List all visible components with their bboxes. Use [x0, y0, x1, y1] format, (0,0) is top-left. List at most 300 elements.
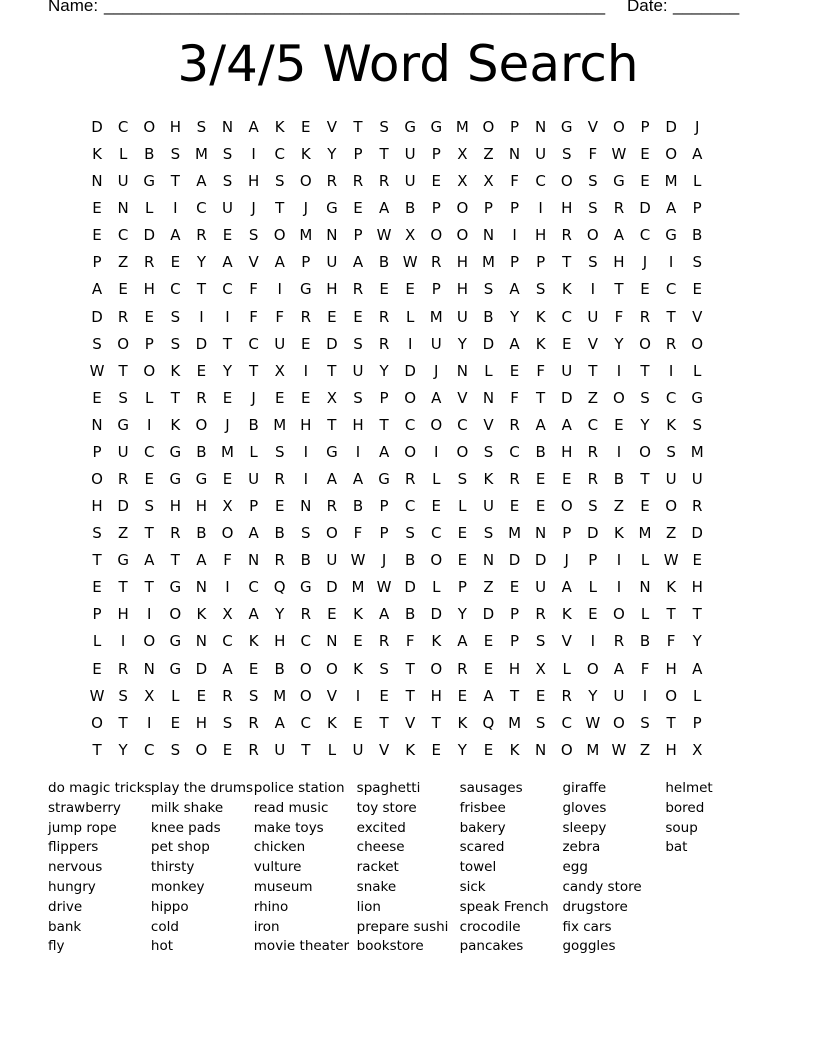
grid-cell[interactable]: K — [483, 470, 494, 489]
grid-cell[interactable]: A — [144, 551, 155, 570]
grid-cell[interactable]: I — [147, 415, 152, 434]
grid-cell[interactable]: R — [691, 497, 703, 516]
grid-cell[interactable]: N — [456, 361, 468, 380]
grid-cell[interactable]: J — [303, 199, 309, 218]
grid-cell[interactable]: C — [509, 442, 520, 461]
grid-cell[interactable]: X — [692, 740, 703, 759]
grid-cell[interactable]: D — [534, 551, 547, 570]
grid-cell[interactable]: B — [613, 470, 625, 489]
grid-cell[interactable]: F — [353, 524, 363, 543]
grid-cell[interactable]: K — [457, 713, 468, 732]
grid-cell[interactable]: U — [691, 470, 703, 489]
grid-cell[interactable]: O — [665, 145, 678, 164]
grid-cell[interactable]: M — [273, 415, 287, 434]
grid-cell[interactable]: I — [616, 551, 622, 570]
grid-cell[interactable]: J — [225, 415, 230, 434]
grid-cell[interactable]: P — [431, 145, 441, 164]
grid-cell[interactable]: Y — [118, 740, 128, 759]
grid-cell[interactable]: D — [587, 524, 599, 543]
grid-cell[interactable]: P — [536, 253, 546, 272]
grid-cell[interactable]: G — [691, 388, 704, 407]
grid-cell[interactable]: E — [353, 632, 363, 651]
grid-cell[interactable]: C — [117, 226, 129, 245]
grid-cell[interactable]: R — [248, 740, 259, 759]
grid-cell[interactable]: L — [145, 388, 154, 407]
grid-cell[interactable]: K — [353, 605, 363, 624]
grid-cell[interactable]: E — [327, 307, 337, 326]
grid-cell[interactable]: E — [222, 388, 233, 407]
grid-cell[interactable]: N — [482, 551, 495, 570]
grid-cell[interactable]: G — [326, 442, 338, 461]
grid-cell[interactable]: E — [170, 253, 181, 272]
grid-cell[interactable]: H — [691, 578, 703, 597]
grid-cell[interactable]: T — [614, 280, 624, 299]
grid-cell[interactable]: H — [169, 118, 181, 136]
grid-cell[interactable]: J — [381, 551, 387, 570]
grid-cell[interactable]: Q — [482, 713, 495, 732]
grid-cell[interactable]: G — [143, 172, 156, 191]
grid-cell[interactable]: R — [587, 470, 599, 489]
grid-cell[interactable]: I — [303, 470, 309, 489]
grid-cell[interactable]: I — [225, 307, 230, 326]
grid-cell[interactable]: A — [170, 226, 181, 245]
grid-cell[interactable]: C — [196, 199, 207, 218]
grid-cell[interactable]: R — [352, 172, 364, 191]
grid-cell[interactable]: D — [195, 334, 208, 353]
grid-cell[interactable]: E — [379, 686, 389, 705]
grid-cell[interactable]: A — [274, 713, 285, 732]
grid-cell[interactable]: Z — [613, 497, 625, 516]
grid-cell[interactable]: I — [303, 361, 309, 380]
grid-cell[interactable]: B — [378, 253, 390, 272]
grid-cell[interactable]: T — [666, 713, 676, 732]
grid-cell[interactable]: A — [378, 442, 390, 461]
grid-cell[interactable]: T — [92, 740, 102, 759]
grid-cell[interactable]: P — [431, 280, 441, 299]
grid-cell[interactable]: S — [222, 145, 233, 164]
grid-cell[interactable]: I — [355, 442, 361, 461]
grid-cell[interactable]: H — [561, 199, 573, 218]
grid-cell[interactable]: R — [326, 172, 338, 191]
grid-cell[interactable]: A — [457, 632, 468, 651]
grid-cell[interactable]: N — [117, 199, 129, 218]
grid-cell[interactable]: U — [482, 497, 494, 516]
grid-cell[interactable]: I — [173, 199, 178, 218]
grid-cell[interactable]: T — [666, 605, 676, 624]
grid-cell[interactable]: M — [455, 118, 469, 136]
grid-cell[interactable]: G — [665, 226, 677, 245]
grid-cell[interactable]: T — [666, 307, 676, 326]
grid-cell[interactable]: S — [118, 388, 128, 407]
grid-cell[interactable]: R — [613, 632, 625, 651]
grid-cell[interactable]: D — [691, 524, 703, 543]
grid-cell[interactable]: S — [640, 388, 650, 407]
grid-cell[interactable]: G — [169, 578, 182, 597]
grid-cell[interactable]: S — [222, 713, 233, 732]
grid-cell[interactable]: O — [665, 497, 678, 516]
grid-cell[interactable]: B — [639, 632, 651, 651]
grid-cell[interactable]: B — [274, 659, 285, 678]
grid-cell[interactable]: E — [92, 659, 102, 678]
grid-cell[interactable]: S — [301, 524, 311, 543]
grid-cell[interactable]: O — [143, 118, 156, 136]
grid-cell[interactable]: L — [693, 686, 702, 705]
grid-cell[interactable]: E — [144, 307, 154, 326]
grid-cell[interactable]: B — [692, 226, 703, 245]
grid-cell[interactable]: F — [510, 172, 519, 191]
grid-cell[interactable]: E — [535, 497, 546, 516]
grid-cell[interactable]: A — [692, 659, 703, 678]
grid-cell[interactable]: O — [560, 740, 573, 759]
grid-cell[interactable]: K — [326, 713, 337, 732]
grid-cell[interactable]: L — [562, 659, 571, 678]
grid-cell[interactable]: D — [91, 307, 103, 326]
grid-cell[interactable]: H — [143, 280, 155, 299]
grid-cell[interactable]: T — [588, 361, 598, 380]
grid-cell[interactable]: P — [301, 253, 311, 272]
grid-cell[interactable]: P — [379, 388, 389, 407]
grid-cell[interactable]: G — [560, 118, 573, 136]
grid-cell[interactable]: B — [300, 551, 311, 570]
grid-cell[interactable]: E — [640, 172, 650, 191]
grid-cell[interactable]: G — [169, 659, 182, 678]
grid-cell[interactable]: N — [639, 578, 651, 597]
grid-cell[interactable]: I — [147, 605, 152, 624]
grid-cell[interactable]: E — [118, 280, 128, 299]
grid-cell[interactable]: A — [561, 578, 572, 597]
grid-cell[interactable]: D — [143, 226, 156, 245]
grid-cell[interactable]: O — [613, 713, 625, 732]
grid-cell[interactable]: W — [89, 361, 105, 380]
grid-cell[interactable]: R — [378, 334, 390, 353]
grid-cell[interactable]: B — [144, 145, 155, 164]
grid-cell[interactable]: M — [429, 307, 443, 326]
grid-cell[interactable]: S — [222, 172, 233, 191]
grid-cell[interactable]: Z — [118, 524, 129, 543]
grid-cell[interactable]: I — [303, 442, 309, 461]
grid-cell[interactable]: D — [404, 578, 416, 597]
grid-cell[interactable]: K — [561, 280, 572, 299]
grid-cell[interactable]: S — [379, 118, 389, 136]
grid-cell[interactable]: Z — [483, 145, 494, 164]
grid-cell[interactable]: C — [665, 280, 677, 299]
grid-cell[interactable]: G — [299, 280, 312, 299]
grid-cell[interactable]: E — [196, 686, 207, 705]
grid-cell[interactable]: O — [195, 415, 208, 434]
grid-cell[interactable]: T — [379, 713, 389, 732]
grid-cell[interactable]: V — [405, 713, 416, 732]
grid-cell[interactable]: R — [561, 226, 572, 245]
grid-cell[interactable]: E — [640, 145, 650, 164]
grid-cell[interactable]: X — [326, 388, 338, 407]
grid-cell[interactable]: X — [222, 497, 233, 516]
grid-cell[interactable]: E — [457, 551, 468, 570]
grid-cell[interactable]: J — [564, 551, 569, 570]
grid-cell[interactable]: Y — [196, 253, 206, 272]
grid-cell[interactable]: L — [327, 740, 337, 759]
grid-cell[interactable]: W — [89, 686, 105, 705]
grid-cell[interactable]: G — [195, 470, 208, 489]
grid-cell[interactable]: U — [117, 172, 129, 191]
grid-cell[interactable]: E — [92, 199, 102, 218]
grid-cell[interactable]: O — [430, 415, 443, 434]
grid-cell[interactable]: Y — [457, 740, 467, 759]
grid-cell[interactable]: N — [482, 226, 495, 245]
grid-cell[interactable]: L — [92, 632, 102, 651]
grid-cell[interactable]: C — [300, 632, 312, 651]
grid-cell[interactable]: L — [432, 470, 441, 489]
grid-cell[interactable]: K — [509, 740, 520, 759]
grid-cell[interactable]: E — [535, 470, 546, 489]
grid-cell[interactable]: E — [483, 740, 494, 759]
grid-cell[interactable]: E — [640, 280, 650, 299]
grid-cell[interactable]: L — [484, 361, 493, 380]
grid-cell[interactable]: K — [170, 415, 181, 434]
grid-cell[interactable]: W — [585, 713, 601, 732]
grid-cell[interactable]: C — [248, 334, 259, 353]
grid-cell[interactable]: M — [481, 253, 495, 272]
grid-cell[interactable]: C — [222, 280, 233, 299]
grid-cell[interactable]: P — [353, 226, 363, 245]
grid-cell[interactable]: F — [536, 361, 545, 380]
grid-cell[interactable]: E — [379, 280, 389, 299]
grid-cell[interactable]: A — [613, 226, 625, 245]
grid-cell[interactable]: S — [170, 145, 181, 164]
grid-cell[interactable]: A — [352, 470, 364, 489]
grid-cell[interactable]: P — [379, 497, 389, 516]
grid-cell[interactable]: H — [508, 659, 521, 678]
grid-cell[interactable]: T — [536, 388, 546, 407]
grid-cell[interactable]: A — [613, 659, 625, 678]
grid-cell[interactable]: O — [91, 713, 103, 732]
grid-cell[interactable]: B — [483, 307, 494, 326]
grid-cell[interactable]: C — [143, 442, 155, 461]
grid-cell[interactable]: D — [508, 551, 521, 570]
grid-cell[interactable]: K — [535, 334, 546, 353]
grid-cell[interactable]: D — [91, 118, 103, 136]
grid-cell[interactable]: S — [535, 632, 546, 651]
grid-cell[interactable]: O — [482, 118, 495, 136]
grid-cell[interactable]: O — [613, 605, 625, 624]
grid-cell[interactable]: Y — [640, 415, 650, 434]
grid-cell[interactable]: O — [430, 659, 443, 678]
grid-cell[interactable]: A — [222, 659, 233, 678]
grid-cell[interactable]: H — [352, 415, 364, 434]
grid-cell[interactable]: N — [535, 524, 547, 543]
grid-cell[interactable]: I — [225, 578, 230, 597]
grid-cell[interactable]: U — [352, 361, 364, 380]
grid-cell[interactable]: E — [274, 497, 285, 516]
grid-cell[interactable]: H — [535, 226, 547, 245]
grid-cell[interactable]: U — [665, 470, 677, 489]
grid-cell[interactable]: R — [300, 307, 312, 326]
grid-cell[interactable]: T — [509, 686, 520, 705]
grid-cell[interactable]: A — [431, 388, 442, 407]
grid-cell[interactable]: B — [405, 551, 416, 570]
grid-cell[interactable]: S — [274, 442, 285, 461]
grid-cell[interactable]: E — [92, 226, 102, 245]
grid-cell[interactable]: Z — [639, 740, 651, 759]
grid-cell[interactable]: S — [588, 199, 598, 218]
grid-cell[interactable]: M — [664, 172, 678, 191]
grid-cell[interactable]: V — [692, 307, 703, 326]
grid-cell[interactable]: W — [376, 226, 392, 245]
grid-cell[interactable]: V — [378, 740, 390, 759]
grid-cell[interactable]: R — [326, 497, 338, 516]
grid-cell[interactable]: N — [143, 659, 155, 678]
grid-cell[interactable]: T — [379, 415, 389, 434]
grid-cell[interactable]: P — [249, 497, 259, 516]
grid-cell[interactable]: Q — [273, 578, 286, 597]
grid-cell[interactable]: E — [431, 172, 441, 191]
grid-cell[interactable]: O — [169, 605, 182, 624]
grid-cell[interactable]: O — [299, 172, 312, 191]
grid-cell[interactable]: H — [274, 632, 286, 651]
grid-cell[interactable]: T — [327, 415, 337, 434]
grid-cell[interactable]: T — [405, 686, 415, 705]
grid-cell[interactable]: N — [221, 118, 234, 136]
grid-cell[interactable]: C — [222, 632, 233, 651]
grid-cell[interactable]: I — [512, 226, 517, 245]
grid-cell[interactable]: F — [223, 551, 232, 570]
grid-cell[interactable]: O — [639, 334, 651, 353]
grid-cell[interactable]: J — [434, 361, 439, 380]
grid-cell[interactable]: B — [405, 199, 416, 218]
grid-cell[interactable]: E — [431, 740, 441, 759]
grid-cell[interactable]: K — [666, 578, 677, 597]
grid-cell[interactable]: K — [248, 632, 259, 651]
grid-cell[interactable]: C — [300, 713, 312, 732]
grid-cell[interactable]: D — [430, 605, 443, 624]
grid-cell[interactable]: R — [509, 470, 520, 489]
grid-cell[interactable]: L — [432, 578, 441, 597]
grid-cell[interactable]: R — [117, 470, 129, 489]
grid-cell[interactable]: O — [665, 686, 678, 705]
grid-cell[interactable]: N — [91, 172, 103, 191]
grid-cell[interactable]: L — [640, 551, 650, 570]
grid-cell[interactable]: V — [483, 415, 494, 434]
grid-cell[interactable]: R — [509, 415, 520, 434]
grid-cell[interactable]: R — [535, 605, 546, 624]
grid-cell[interactable]: E — [301, 118, 311, 136]
grid-cell[interactable]: U — [561, 361, 573, 380]
grid-cell[interactable]: I — [251, 145, 256, 164]
grid-cell[interactable]: W — [402, 253, 418, 272]
grid-cell[interactable]: P — [640, 118, 650, 136]
grid-cell[interactable]: U — [535, 145, 547, 164]
grid-cell[interactable]: E — [561, 470, 572, 489]
grid-cell[interactable]: D — [560, 388, 573, 407]
grid-cell[interactable]: F — [666, 632, 676, 651]
grid-cell[interactable]: R — [639, 307, 651, 326]
grid-cell[interactable]: K — [561, 605, 572, 624]
grid-cell[interactable]: I — [642, 686, 648, 705]
grid-cell[interactable]: A — [222, 253, 233, 272]
grid-cell[interactable]: O — [117, 334, 130, 353]
grid-cell[interactable]: D — [665, 118, 677, 136]
grid-cell[interactable]: Z — [483, 578, 494, 597]
grid-cell[interactable]: N — [195, 578, 208, 597]
grid-cell[interactable]: P — [692, 713, 702, 732]
grid-cell[interactable]: O — [299, 686, 312, 705]
grid-cell[interactable]: N — [326, 632, 338, 651]
grid-cell[interactable]: B — [274, 524, 285, 543]
grid-cell[interactable]: Y — [509, 307, 520, 326]
grid-cell[interactable]: D — [326, 334, 338, 353]
grid-cell[interactable]: I — [407, 334, 413, 353]
grid-cell[interactable]: S — [588, 253, 598, 272]
grid-cell[interactable]: P — [144, 334, 154, 353]
grid-cell[interactable]: D — [195, 659, 208, 678]
grid-cell[interactable]: E — [457, 524, 468, 543]
grid-cell[interactable]: L — [693, 172, 702, 191]
grid-cell[interactable]: O — [143, 361, 156, 380]
grid-cell[interactable]: P — [379, 524, 389, 543]
grid-cell[interactable]: X — [274, 361, 285, 380]
grid-cell[interactable]: U — [117, 442, 129, 461]
grid-cell[interactable]: S — [92, 524, 102, 543]
grid-cell[interactable]: X — [483, 172, 494, 191]
grid-cell[interactable]: V — [326, 118, 338, 136]
grid-cell[interactable]: E — [483, 659, 494, 678]
grid-cell[interactable]: E — [92, 578, 102, 597]
grid-cell[interactable]: S — [353, 334, 363, 353]
grid-cell[interactable]: N — [300, 497, 312, 516]
grid-cell[interactable]: W — [611, 740, 627, 759]
grid-cell[interactable]: P — [92, 605, 102, 624]
grid-cell[interactable]: A — [274, 253, 285, 272]
grid-cell[interactable]: C — [665, 388, 677, 407]
grid-cell[interactable]: G — [117, 551, 129, 570]
grid-cell[interactable]: U — [404, 145, 416, 164]
grid-cell[interactable]: C — [274, 145, 285, 164]
grid-cell[interactable]: A — [248, 118, 259, 136]
grid-cell[interactable]: W — [663, 551, 679, 570]
grid-cell[interactable]: P — [510, 605, 520, 624]
grid-cell[interactable]: Z — [665, 524, 677, 543]
grid-cell[interactable]: E — [274, 388, 285, 407]
grid-cell[interactable]: G — [169, 442, 182, 461]
grid-cell[interactable]: U — [274, 334, 286, 353]
grid-cell[interactable]: R — [404, 470, 416, 489]
grid-cell[interactable]: T — [353, 118, 363, 136]
grid-cell[interactable]: S — [274, 172, 285, 191]
grid-cell[interactable]: L — [640, 605, 650, 624]
grid-cell[interactable]: T — [301, 740, 311, 759]
grid-cell[interactable]: H — [430, 686, 442, 705]
grid-cell[interactable]: X — [457, 172, 468, 191]
grid-cell[interactable]: U — [456, 307, 468, 326]
grid-cell[interactable]: X — [222, 605, 233, 624]
grid-cell[interactable]: H — [195, 713, 208, 732]
grid-cell[interactable]: S — [457, 470, 468, 489]
grid-cell[interactable]: N — [535, 740, 547, 759]
grid-cell[interactable]: H — [456, 280, 468, 299]
grid-cell[interactable]: B — [196, 524, 207, 543]
grid-cell[interactable]: E — [196, 361, 207, 380]
grid-cell[interactable]: O — [456, 199, 469, 218]
grid-cell[interactable]: R — [144, 253, 155, 272]
grid-cell[interactable]: R — [587, 442, 599, 461]
grid-cell[interactable]: A — [91, 280, 103, 299]
grid-cell[interactable]: A — [196, 551, 207, 570]
grid-cell[interactable]: E — [588, 605, 598, 624]
grid-cell[interactable]: E — [353, 199, 363, 218]
grid-cell[interactable]: O — [143, 632, 156, 651]
grid-cell[interactable]: L — [588, 578, 597, 597]
grid-cell[interactable]: V — [587, 118, 598, 136]
grid-cell[interactable]: R — [196, 226, 207, 245]
